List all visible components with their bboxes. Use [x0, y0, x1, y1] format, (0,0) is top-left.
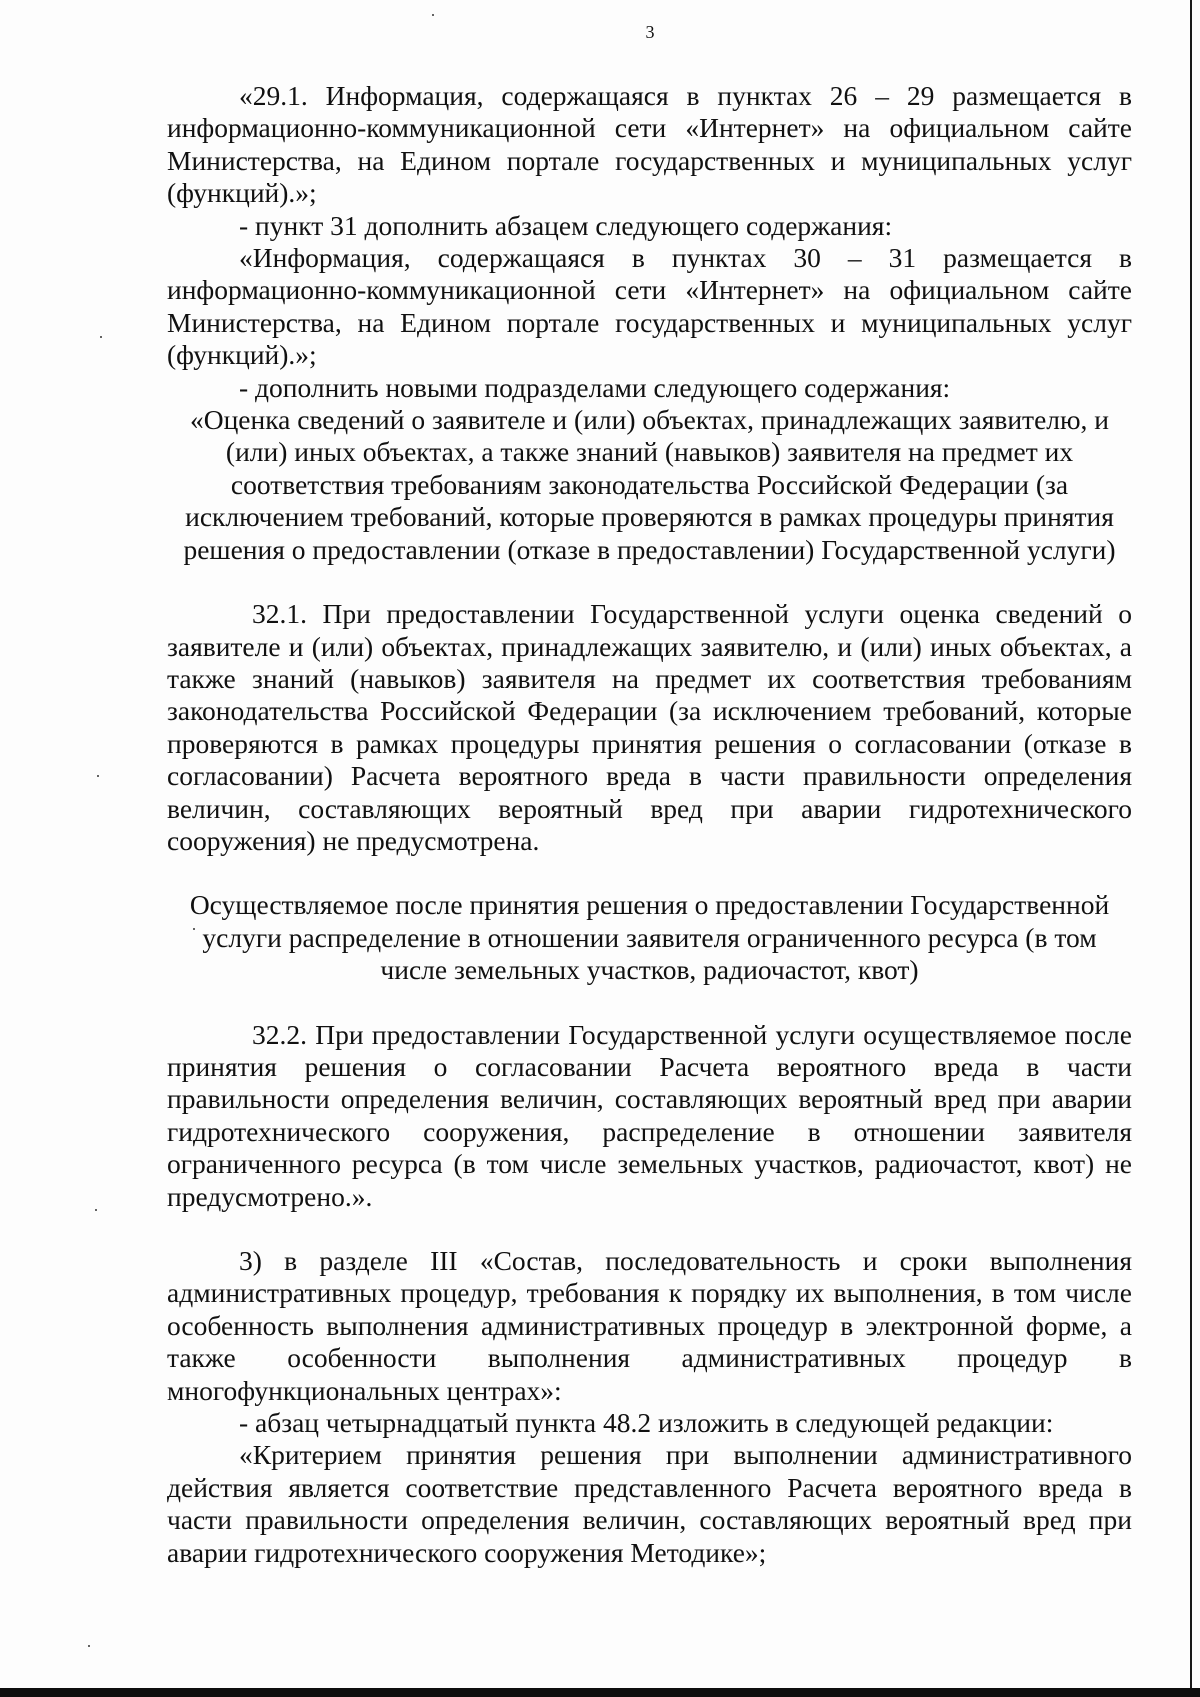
- subsection-heading-assessment: «Оценка сведений о заявителе и (или) объектах, принадлежащих заявителю, и (или) иных объектах, а также знаний (навыков) заявителя на предмет их соответствия требованиям законодательства Российской Федерации (за исключением требований, которые проверяются в рамках процедуры принятия решения о предоставлении (отказе в предоставлении) Государственной услуги): [183, 404, 1116, 565]
- scan-speck: [100, 336, 102, 338]
- paragraph-32-2: 32.2. При предоставлении Государственной услуги осуществляемое после принятия решения о согласовании Расчета вероятного вреда в части правильности определения величин, составляющих вероятный вред при аварии гидротехнического сооружения, распределение в отношении заявителя ограниченного ресурса (в том числе земельных участков, радиочастот, квот) не предусмотрено.».: [167, 1018, 1132, 1212]
- paragraph-section-3: 3) в разделе III «Состав, последовательность и сроки выполнения административных процедур, требования к порядку их выполнения, в том числе особенность выполнения административных процедур в электронной форме, а также особенности выполнения административных процедур в многофункциональных центрах»:: [167, 1245, 1132, 1406]
- scan-speck: [88, 1645, 90, 1647]
- paragraph-48-2: - абзац четырнадцатый пункта 48.2 изложить в следующей редакции:: [239, 1407, 1054, 1439]
- paragraph-new-subsections: - дополнить новыми подразделами следующего содержания:: [239, 371, 951, 403]
- scan-right-edge: [1190, 0, 1192, 1688]
- scan-speck: [95, 1209, 97, 1211]
- scan-bottom-edge: [0, 1688, 1200, 1697]
- document-body: [167, 80, 1132, 1569]
- page-number: 3: [645, 22, 655, 42]
- paragraph-32-1: 32.1. При предоставлении Государственной услуги оценка сведений о заявителе и (или) объектах, принадлежащих заявителю, и (или) иных объектах, а также знаний (навыков) заявителя на предмет их соответствия требованиям законодательства Российской Федерации (за исключением требований, которые проверяются в рамках процедуры принятия решения о согласовании (отказе в согласовании) Расчета вероятного вреда в части правильности определения величин, составляющих вероятный вред при аварии гидротехнического сооружения) не предусмотрена.: [167, 598, 1132, 856]
- paragraph-29-1: «29.1. Информация, содержащаяся в пунктах 26 – 29 размещается в информационно-коммуникационной сети «Интернет» на официальном сайте Министерства, на Едином портале государственных и муниципальных услуг (функций).»;: [167, 80, 1132, 209]
- paragraph-criterion: «Критерием принятия решения при выполнении административного действия является соответствие представленного Расчета вероятного вреда в части правильности определения величин, составляющих вероятный вред при аварии гидротехнического сооружения Методике»;: [167, 1439, 1132, 1568]
- subsection-heading-resource: Осуществляемое после принятия решения о предоставлении Государственной услуги распределение в отношении заявителя ограниченного ресурса (в том числе земельных участков, радиочастот, квот): [189, 889, 1110, 986]
- scan-speck: [97, 775, 99, 777]
- scan-speck: [432, 14, 434, 16]
- paragraph-info-30-31: «Информация, содержащаяся в пунктах 30 – 31 размещается в информационно-коммуникационной сети «Интернет» на официальном сайте Министерства, на Едином портале государственных и муниципальных услуг (функций).»;: [167, 242, 1132, 371]
- paragraph-item-31: - пункт 31 дополнить абзацем следующего содержания:: [239, 209, 893, 241]
